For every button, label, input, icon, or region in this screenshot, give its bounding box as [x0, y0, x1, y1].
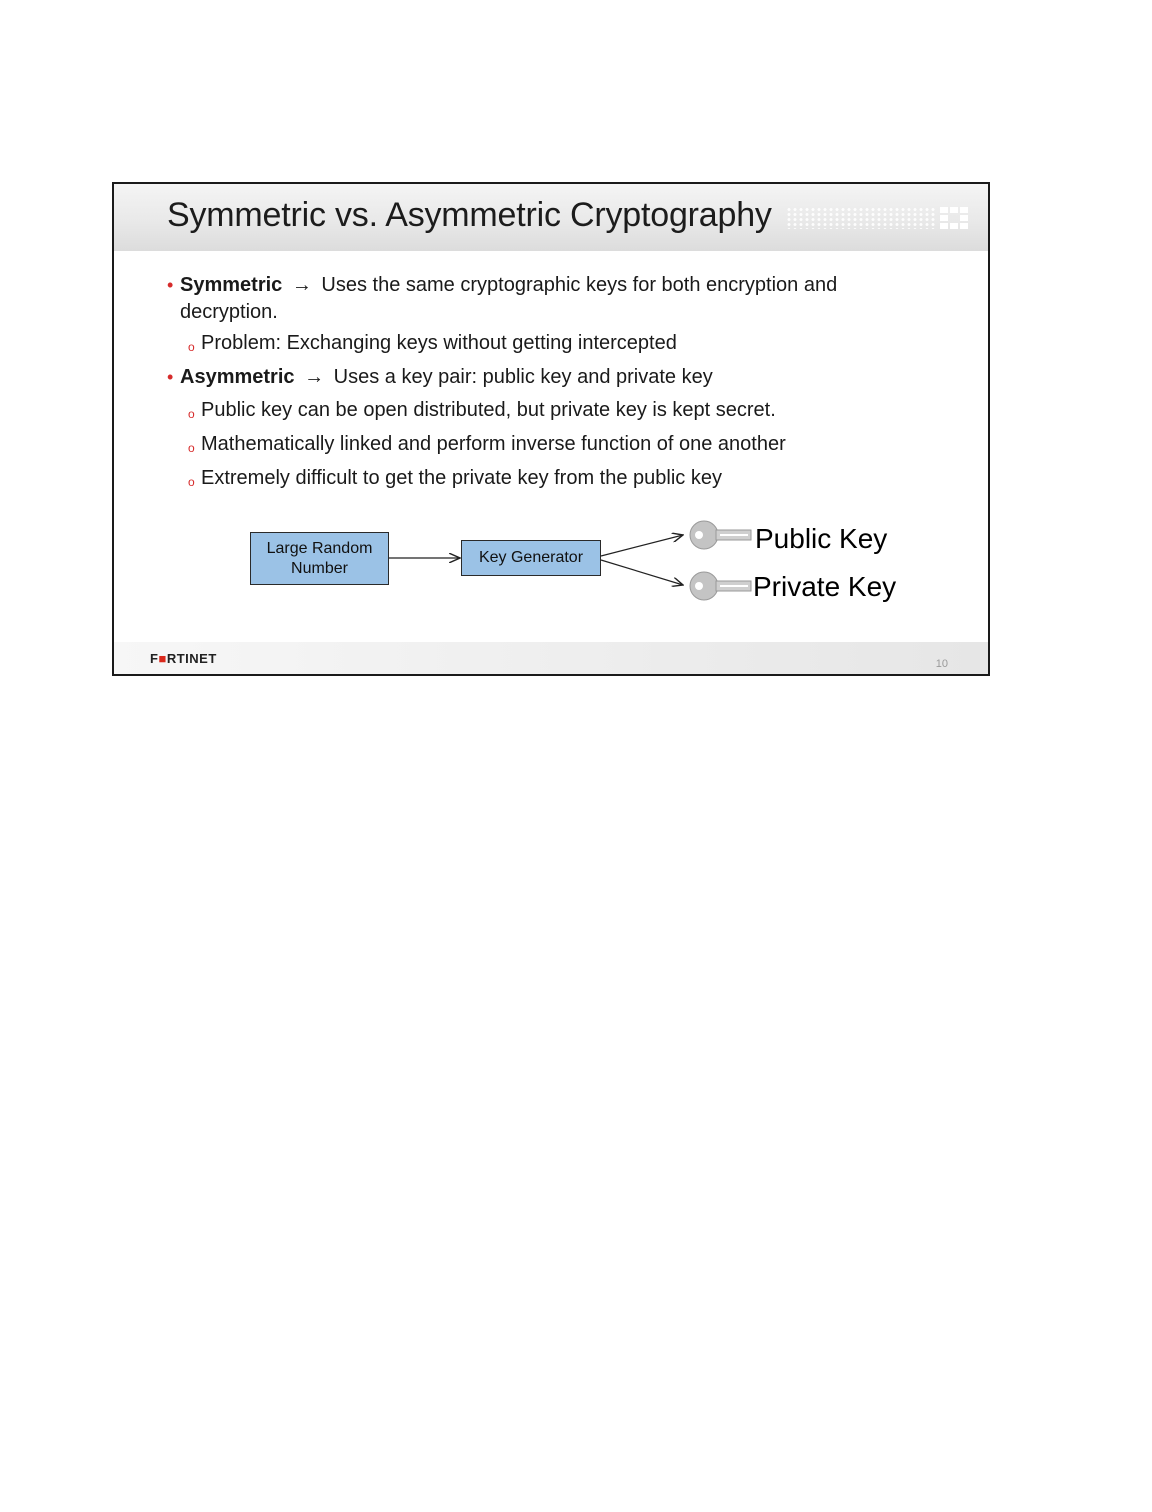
sub-bullet-marker: o	[188, 340, 195, 354]
bullet-text-cont: decryption.	[180, 301, 278, 323]
arrow-icon: →	[291, 274, 312, 296]
bullet-marker: •	[167, 275, 174, 295]
bullet-text: Uses the same cryptographic keys for both encryption and	[321, 274, 838, 296]
private-key-label: Private Key	[753, 571, 897, 602]
box-label-line2: Number	[291, 559, 348, 577]
arrow-to-private-key	[601, 560, 683, 585]
private-key-icon	[690, 572, 751, 600]
sub-bullet-marker: o	[188, 407, 195, 421]
slide-content	[114, 184, 988, 674]
arrow-icon: →	[304, 366, 325, 388]
bullet-term: Asymmetric	[180, 366, 295, 388]
sub-bullet-text: Problem: Exchanging keys without getting intercepted	[201, 332, 677, 354]
brand-text: F■RTINET	[150, 651, 217, 666]
sub-bullet-text: Public key can be open distributed, but private key is kept secret.	[201, 399, 776, 421]
page-number: 10	[935, 658, 948, 670]
public-key-icon	[690, 521, 751, 549]
sub-bullet-text: Extremely difficult to get the private key from the public key	[201, 467, 722, 489]
sub-bullet-marker: o	[188, 475, 195, 489]
footer-bar	[114, 642, 988, 674]
sub-bullet-marker: o	[188, 441, 195, 455]
sub-bullet-text: Mathematically linked and perform inverse function of one another	[201, 433, 786, 455]
bullet-text: Uses a key pair: public key and private key	[333, 366, 713, 388]
arrow-to-public-key	[601, 535, 683, 556]
box-label-line1: Large Random	[266, 539, 373, 557]
bullet-term: Symmetric	[180, 274, 283, 296]
slide-title: Symmetric vs. Asymmetric Cryptography	[167, 196, 772, 234]
slide	[112, 182, 990, 676]
public-key-label: Public Key	[755, 523, 888, 554]
bullet-marker: •	[167, 367, 174, 387]
fortinet-brand	[150, 651, 217, 666]
box-label: Key Generator	[478, 549, 584, 566]
